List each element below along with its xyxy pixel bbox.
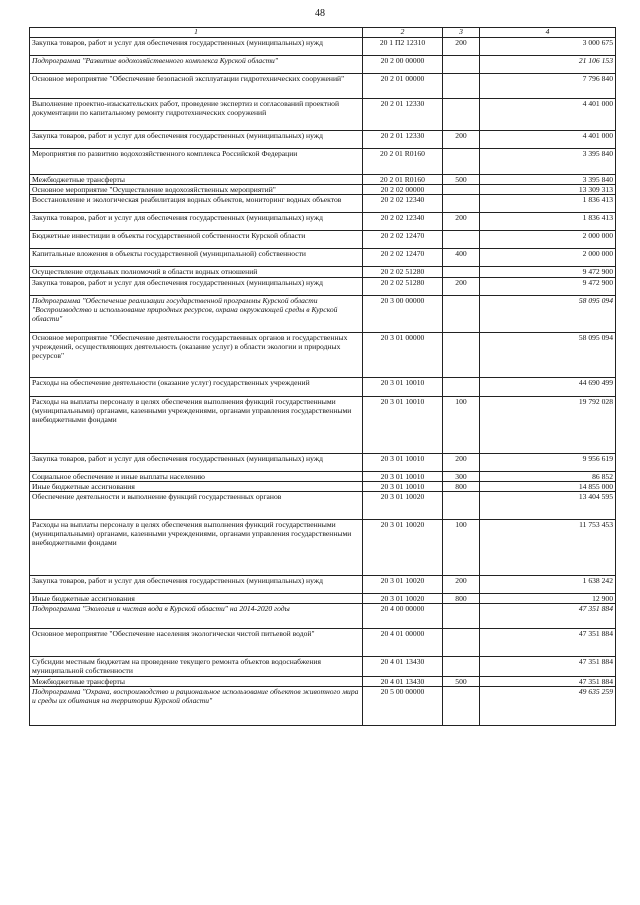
row-type-cell [443,629,480,657]
table-row [30,38,616,56]
row-name-cell: Капитальные вложения в объекты государственной (муниципальной) собственности [30,249,363,267]
row-type-cell: 800 [443,481,480,491]
row-code-cell: 20 3 01 10020 [363,492,443,520]
table-row [30,149,616,175]
row-type-cell: 200 [443,213,480,231]
row-amount-cell: 12 900 [480,594,616,604]
row-code-cell: 20 5 00 00000 [363,686,443,725]
row-type-cell [443,295,480,332]
row-code-cell: 20 2 02 51280 [363,267,443,277]
row-name-cell: Межбюджетные трансферты [30,175,363,185]
row-code-cell: 20 2 02 12340 [363,195,443,213]
row-amount-cell: 14 855 000 [480,481,616,491]
row-name-cell: Подпрограмма "Развитие водохозяйственного комплекса Курской области" [30,56,363,74]
row-code-cell: 20 2 01 00000 [363,74,443,99]
row-amount-cell: 13 404 595 [480,492,616,520]
row-code-cell: 20 4 00 00000 [363,604,443,629]
table-row [30,686,616,725]
row-code-cell: 20 3 01 10010 [363,471,443,481]
row-amount-cell: 21 106 153 [480,56,616,74]
table-row [30,481,616,491]
budget-table [29,27,616,726]
table-row [30,629,616,657]
row-amount-cell: 1 836 413 [480,195,616,213]
table-row [30,56,616,74]
table-row [30,492,616,520]
header-col-3: 3 [443,28,480,38]
row-name-cell: Основное мероприятие "Осуществление водохозяйственных мероприятий" [30,185,363,195]
row-amount-cell: 2 000 000 [480,249,616,267]
table-row [30,213,616,231]
row-amount-cell: 47 351 884 [480,676,616,686]
row-type-cell: 100 [443,520,480,576]
row-amount-cell: 49 635 259 [480,686,616,725]
header-col-1: 1 [30,28,363,38]
table-row [30,377,616,396]
table-row [30,277,616,295]
row-type-cell [443,267,480,277]
row-amount-cell: 19 792 028 [480,396,616,453]
table-row [30,471,616,481]
row-name-cell: Мероприятия по развитию водохозяйственного комплекса Российской Федерации [30,149,363,175]
row-amount-cell: 7 796 840 [480,74,616,99]
row-type-cell [443,657,480,676]
row-type-cell: 500 [443,175,480,185]
row-code-cell: 20 3 01 10010 [363,481,443,491]
table-row [30,295,616,332]
row-code-cell: 20 2 01 R0160 [363,175,443,185]
row-amount-cell: 11 753 453 [480,520,616,576]
table-row [30,576,616,594]
row-type-cell: 200 [443,576,480,594]
table-row [30,249,616,267]
row-code-cell: 20 2 01 R0160 [363,149,443,175]
row-code-cell: 20 2 02 00000 [363,185,443,195]
row-name-cell: Бюджетные инвестиции в объекты государственной собственности Курской области [30,231,363,249]
row-type-cell: 400 [443,249,480,267]
row-type-cell [443,149,480,175]
row-type-cell: 200 [443,131,480,149]
row-code-cell: 20 2 02 12470 [363,231,443,249]
row-code-cell: 20 2 01 12330 [363,99,443,131]
row-amount-cell: 9 472 900 [480,277,616,295]
row-amount-cell: 47 351 884 [480,629,616,657]
row-name-cell: Субсидии местным бюджетам на проведение текущего ремонта объектов водоснабжения муниципальной собственности [30,657,363,676]
row-type-cell: 100 [443,396,480,453]
row-name-cell: Основное мероприятие "Обеспечение населения экологически чистой питьевой водой" [30,629,363,657]
row-code-cell: 20 3 01 10010 [363,453,443,471]
row-name-cell: Подпрограмма "Охрана, воспроизводство и рациональное использование объектов животного мира и среды их обитания на территории Курской области" [30,686,363,725]
row-amount-cell: 58 095 094 [480,332,616,377]
row-name-cell: Закупка товаров, работ и услуг для обеспечения государственных (муниципальных) нужд [30,453,363,471]
row-code-cell: 20 3 00 00000 [363,295,443,332]
row-amount-cell: 86 852 [480,471,616,481]
row-type-cell: 200 [443,38,480,56]
row-amount-cell: 4 401 000 [480,99,616,131]
row-amount-cell: 47 351 884 [480,657,616,676]
row-code-cell: 20 3 01 10010 [363,396,443,453]
row-name-cell: Выполнение проектно-изыскательских работ, проведение экспертиз и согласований проектной документации по капитальному ремонту гидротехнических сооружений [30,99,363,131]
row-amount-cell: 3 395 840 [480,175,616,185]
row-code-cell: 20 4 01 13430 [363,676,443,686]
row-name-cell: Расходы на обеспечение деятельности (оказание услуг) государственных учреждений [30,377,363,396]
table-row [30,657,616,676]
row-name-cell: Основное мероприятие "Обеспечение деятельности государственных органов и государственных учреждений, осуществляющих деятельность (оказание услуг) в области экологии и природных ресурсов" [30,332,363,377]
row-type-cell [443,195,480,213]
row-name-cell: Подпрограмма "Экология и чистая вода в Курской области" на 2014-2020 годы [30,604,363,629]
row-type-cell: 200 [443,453,480,471]
row-code-cell: 20 2 01 12330 [363,131,443,149]
table-row [30,99,616,131]
row-name-cell: Восстановление и экологическая реабилитация водных объектов, мониторинг водных объектов [30,195,363,213]
row-name-cell: Подпрограмма "Обеспечение реализации государственной программы Курской области "Воспроизводство и использование природных ресурсов, охрана окружающей среды в Курской области" [30,295,363,332]
page-number: 48 [315,8,325,19]
table-row [30,267,616,277]
table-row [30,604,616,629]
table-row [30,185,616,195]
row-name-cell: Закупка товаров, работ и услуг для обеспечения государственных (муниципальных) нужд [30,38,363,56]
row-code-cell: 20 3 01 10010 [363,377,443,396]
row-type-cell [443,231,480,249]
table-row [30,594,616,604]
table-row [30,332,616,377]
row-code-cell: 20 1 П2 12310 [363,38,443,56]
row-type-cell [443,99,480,131]
row-amount-cell: 58 095 094 [480,295,616,332]
row-code-cell: 20 3 01 10020 [363,576,443,594]
row-name-cell: Расходы на выплаты персоналу в целях обеспечения выполнения функций государственными (муниципальными) органами, казенными учреждениями, органами управления государственными внебюджетными фондами [30,520,363,576]
row-code-cell: 20 2 02 12340 [363,213,443,231]
row-code-cell: 20 3 01 00000 [363,332,443,377]
row-type-cell [443,377,480,396]
row-amount-cell: 4 401 000 [480,131,616,149]
row-name-cell: Обеспечение деятельности и выполнение функций государственных органов [30,492,363,520]
row-name-cell: Закупка товаров, работ и услуг для обеспечения государственных (муниципальных) нужд [30,277,363,295]
row-type-cell: 500 [443,676,480,686]
table-row [30,74,616,99]
row-code-cell: 20 4 01 13430 [363,657,443,676]
row-code-cell: 20 2 02 12470 [363,249,443,267]
row-name-cell: Закупка товаров, работ и услуг для обеспечения государственных (муниципальных) нужд [30,576,363,594]
row-type-cell: 200 [443,277,480,295]
row-type-cell [443,74,480,99]
row-type-cell: 300 [443,471,480,481]
row-amount-cell: 9 472 900 [480,267,616,277]
row-name-cell: Иные бюджетные ассигнования [30,481,363,491]
row-type-cell [443,56,480,74]
row-name-cell: Закупка товаров, работ и услуг для обеспечения государственных (муниципальных) нужд [30,131,363,149]
row-name-cell: Социальное обеспечение и иные выплаты населению [30,471,363,481]
table-row [30,676,616,686]
header-col-4: 4 [480,28,616,38]
row-amount-cell: 47 351 884 [480,604,616,629]
row-code-cell: 20 3 01 10020 [363,520,443,576]
row-code-cell: 20 2 02 51280 [363,277,443,295]
row-name-cell: Иные бюджетные ассигнования [30,594,363,604]
row-amount-cell: 1 638 242 [480,576,616,594]
row-name-cell: Расходы на выплаты персоналу в целях обеспечения выполнения функций государственными (муниципальными) органами, казенными учреждениями, органами управления государственными внебюджетными фондами [30,396,363,453]
table-row [30,520,616,576]
header-col-2: 2 [363,28,443,38]
row-amount-cell: 2 000 000 [480,231,616,249]
row-name-cell: Осуществление отдельных полномочий в области водных отношений [30,267,363,277]
row-amount-cell: 3 000 675 [480,38,616,56]
row-name-cell: Межбюджетные трансферты [30,676,363,686]
row-type-cell [443,492,480,520]
row-type-cell: 800 [443,594,480,604]
table-row [30,231,616,249]
table-row [30,131,616,149]
row-amount-cell: 1 836 413 [480,213,616,231]
row-amount-cell: 3 395 840 [480,149,616,175]
table-header-row [30,28,616,38]
table-row [30,396,616,453]
row-amount-cell: 13 309 313 [480,185,616,195]
row-type-cell [443,686,480,725]
row-type-cell [443,604,480,629]
row-amount-cell: 9 956 619 [480,453,616,471]
row-code-cell: 20 4 01 00000 [363,629,443,657]
row-code-cell: 20 2 00 00000 [363,56,443,74]
table-row [30,175,616,185]
row-amount-cell: 44 690 499 [480,377,616,396]
row-name-cell: Закупка товаров, работ и услуг для обеспечения государственных (муниципальных) нужд [30,213,363,231]
row-name-cell: Основное мероприятие "Обеспечение безопасной эксплуатации гидротехнических сооружений" [30,74,363,99]
budget-table-body [30,28,616,726]
row-type-cell [443,332,480,377]
row-code-cell: 20 3 01 10020 [363,594,443,604]
table-row [30,195,616,213]
table-row [30,453,616,471]
row-type-cell [443,185,480,195]
